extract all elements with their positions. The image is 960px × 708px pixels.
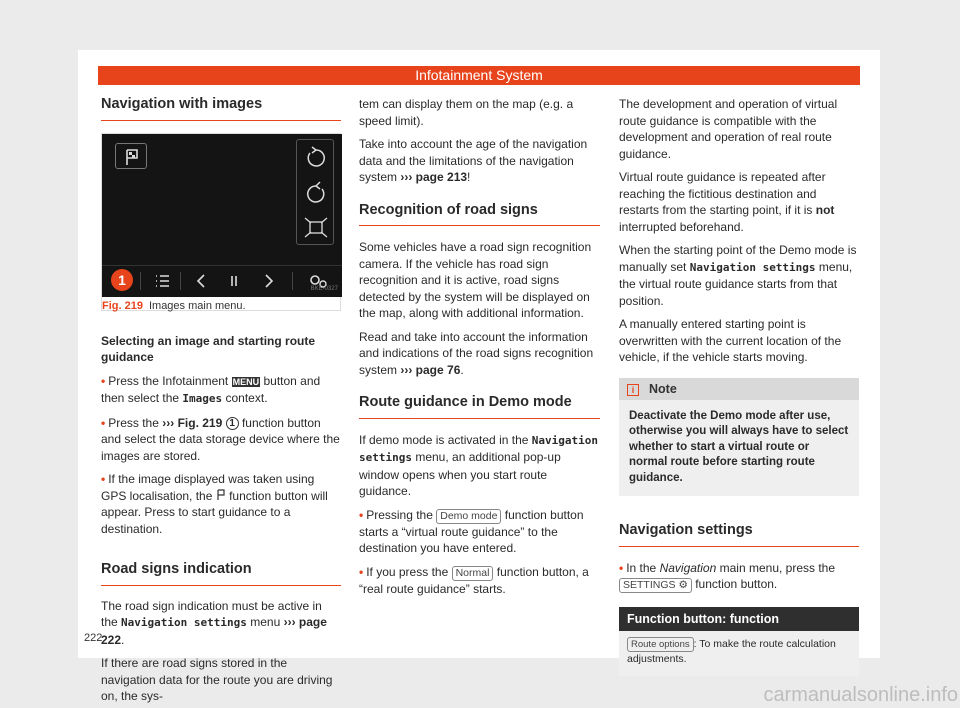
prev-icon — [192, 271, 212, 291]
paragraph: If there are road signs stored in the navigation data for the route you are driving on, the sys- — [101, 656, 333, 703]
normal-button[interactable]: Normal — [452, 566, 494, 581]
list-item: • Press the Infotainment MENU button and then select the Images context. — [101, 373, 321, 405]
list-item: • Press the ››› Fig. 219 1 function button and select the data storage device where the images are stored. — [101, 415, 340, 463]
column-3 — [619, 96, 859, 676]
info-icon: i — [627, 384, 639, 396]
pause-icon — [224, 271, 244, 291]
flag-icon — [216, 489, 226, 500]
divider — [180, 272, 181, 290]
note-box — [619, 378, 859, 497]
section-heading-recognition: Recognition of road signs — [359, 202, 600, 227]
fullscreen-icon — [297, 212, 335, 242]
flag-button — [115, 143, 147, 169]
chapter-header: Infotainment System — [98, 66, 860, 85]
bottom-toolbar — [102, 265, 342, 295]
page-number: 222 — [84, 632, 103, 644]
function-table-header: Function button: function — [619, 607, 859, 631]
paragraph: Read and take into account the information and indications of the road signs recognition system ››› page 76. — [359, 329, 594, 377]
menu-icon: MENU — [232, 376, 260, 387]
section-heading-navigation-settings: Navigation settings — [619, 522, 859, 547]
divider — [292, 272, 293, 290]
figure-code: BKE-0327 — [310, 286, 338, 292]
flag-icon — [116, 144, 148, 170]
list-item: • If the image displayed was taken using GPS localisation, the function button will appear. Press to start guidance to a destination. — [101, 472, 328, 536]
paragraph: Some vehicles have a road sign recognition camera. If the vehicle has road sign recognition and it is active, road signs detected by the system will be displayed on the map, along with additional information. — [359, 240, 592, 320]
section-heading-demo-mode: Route guidance in Demo mode — [359, 394, 600, 419]
note-header: i Note — [619, 378, 859, 400]
subheading-selecting-image: Selecting an image and starting route guidance — [101, 333, 316, 364]
function-table-row: Route options : To make the route calculation adjustments. — [619, 631, 859, 676]
link-page-222[interactable]: ››› page 222 — [101, 615, 327, 647]
link-fig-219[interactable]: ››› Fig. 219 — [162, 415, 223, 430]
paragraph: A manually entered starting point is overwritten with the current location of the vehicle, if the vehicle starts moving. — [619, 317, 842, 364]
section-heading-navigation-images: Navigation with images — [101, 96, 341, 121]
link-page-213[interactable]: ››› page 213 — [400, 170, 468, 184]
note-text: Deactivate the Demo mode after use, otherwise you will always have to select whether to start a virtual route or normal route before starting route guidance. — [629, 409, 849, 484]
section-heading-road-signs: Road signs indication — [101, 561, 341, 586]
paragraph: Take into account the age of the navigation data and the limitations of the navigation system ››› page 213! — [359, 137, 588, 184]
list-item: • If you press the Normal function button, a “real route guidance” starts. — [359, 564, 589, 596]
rotate-panel — [296, 139, 334, 245]
demo-mode-button[interactable]: Demo mode — [436, 509, 501, 524]
list-item: • Pressing the Demo mode function button starts a “virtual route guidance” to the destination you have entered. — [359, 507, 584, 555]
route-options-button[interactable]: Route options — [627, 637, 694, 652]
paragraph: tem can display them on the map (e.g. a speed limit). — [359, 97, 574, 128]
settings-button[interactable]: SETTINGS ⚙ — [619, 578, 692, 593]
paragraph: The road sign indication must be active in the Navigation settings menu ››› page 222. — [101, 598, 327, 647]
callout-1: 1 — [111, 269, 133, 291]
divider — [140, 272, 141, 290]
list-icon — [152, 271, 172, 291]
paragraph: The development and operation of virtual route guidance is compatible with the development and operation of real route guidance. — [619, 97, 838, 161]
watermark: carmanualsonline.info — [763, 684, 958, 706]
list-item: • In the Navigation main menu, press the SETTINGS ⚙ function button. — [619, 560, 836, 591]
figure-caption: Fig. 219 Images main menu. — [102, 299, 246, 312]
column-2 — [359, 96, 600, 604]
paragraph: Virtual route guidance is repeated after reaching the fictitious destination and restarts from the starting point, if it is not interrupted beforehand. — [619, 170, 835, 234]
figure-219 — [101, 133, 341, 311]
rotate-left-icon — [297, 143, 335, 173]
next-icon — [258, 271, 278, 291]
rotate-right-icon — [297, 177, 335, 207]
column-1 — [101, 96, 341, 708]
infotainment-screen — [102, 134, 342, 297]
paragraph: When the starting point of the Demo mode is manually set Navigation settings menu, the virtual route guidance starts from that position. — [619, 243, 857, 308]
link-page-76[interactable]: ››› page 76 — [400, 362, 461, 377]
gear-icon: ⚙ — [678, 579, 688, 591]
paragraph: If demo mode is activated in the Navigation settings menu, an additional pop-up window opens when you start route guidance. — [359, 432, 599, 498]
